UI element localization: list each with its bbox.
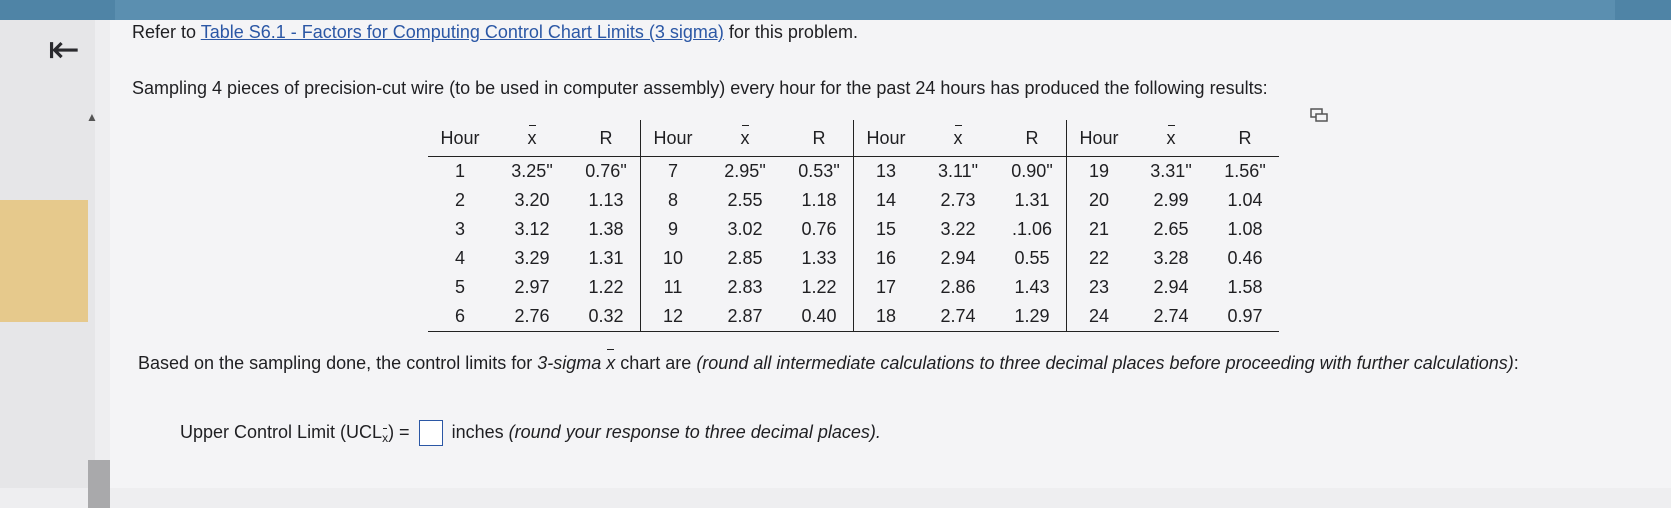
cell-range: 1.13 [572, 186, 641, 215]
cell-xbar: 3.31" [1150, 161, 1192, 181]
cell-hour: 4 [454, 248, 465, 268]
cell-xbar: 2.86 [940, 277, 976, 297]
cell-hour: 8 [667, 190, 678, 210]
cell-xbar: 2.94 [940, 248, 976, 268]
cell-range: 1.04 [1227, 190, 1263, 210]
question-text: Based on the sampling done, the control limits for 3-sigma x chart are (round all intermediate calculations to three decimal places before proceeding with further calculations): [138, 353, 1519, 373]
col-header-range: R [785, 120, 854, 157]
cell-hour: 24 [1067, 302, 1132, 332]
intro-line [132, 22, 858, 43]
cell-hour: 16 [875, 248, 897, 268]
top-tab-strip [115, 0, 1615, 20]
cell-xbar: 3.11" [937, 161, 979, 181]
cell-hour: 12 [641, 302, 706, 332]
cell-hour: 19 [1088, 161, 1110, 181]
cell-range: 1.31 [998, 186, 1067, 215]
cell-xbar: 3.02 [727, 219, 763, 239]
left-panel [0, 20, 98, 488]
cell-xbar: 2.74 [918, 302, 998, 332]
cell-hour: 14 [875, 190, 897, 210]
cell-xbar: 2.76 [492, 302, 572, 332]
cell-range: 1.31 [572, 244, 641, 273]
cell-range: 0.53" [785, 157, 854, 187]
cell-xbar: 3.28 [1153, 248, 1189, 268]
cell-range: 1.56" [1224, 161, 1266, 181]
left-panel-highlight [0, 200, 88, 322]
col-header-hour: Hour [641, 120, 706, 157]
cell-range: 1.18 [785, 186, 854, 215]
cell-hour: 23 [1088, 277, 1110, 297]
cell-xbar: 2.94 [1153, 277, 1189, 297]
cell-xbar: 3.25" [511, 161, 553, 181]
table-header-row [428, 120, 1279, 157]
cell-xbar: 3.20 [514, 190, 550, 210]
cell-hour: 3 [454, 219, 465, 239]
cell-hour: 20 [1088, 190, 1110, 210]
table-row [428, 302, 1279, 332]
cell-xbar: 2.55 [727, 190, 763, 210]
cell-hour: 2 [454, 190, 465, 210]
window-top-bar [0, 0, 1671, 20]
cell-xbar: 2.83 [727, 277, 763, 297]
table-row [428, 186, 1279, 215]
cell-hour: 18 [854, 302, 919, 332]
cell-hour: 13 [875, 161, 897, 181]
col-header-hour: Hour [428, 120, 492, 157]
col-header-xbar: x [918, 120, 998, 157]
cell-xbar: 2.73 [940, 190, 976, 210]
intro-suffix: for this problem. [723, 22, 858, 42]
ucl-answer-input[interactable] [419, 420, 443, 446]
cell-range: 0.90" [998, 157, 1067, 187]
col-header-hour: Hour [854, 120, 919, 157]
col-header-xbar: x [1131, 120, 1211, 157]
ucl-label: Upper Control Limit (UCL [180, 421, 383, 442]
cell-xbar: 2.65 [1153, 219, 1189, 239]
cell-hour: 7 [667, 161, 678, 181]
table-row [428, 215, 1279, 244]
table-row [428, 273, 1279, 302]
cell-xbar: 2.97 [514, 277, 550, 297]
cell-range: 0.76" [572, 157, 641, 187]
ucl-answer-line: Upper Control Limit $(UCL_x)$ = inches (round your response to three decimal places). [180, 421, 881, 446]
cell-range: 1.08 [1227, 219, 1263, 239]
scrollbar-thumb[interactable] [88, 460, 110, 508]
cell-range: 0.32 [572, 302, 641, 332]
table-popout-icon[interactable] [1310, 108, 1328, 122]
factors-table-link[interactable]: Table S6.1 - Factors for Computing Control Chart Limits (3 sigma) [200, 22, 724, 42]
col-header-range: R [1211, 120, 1279, 157]
cell-range: 1.29 [998, 302, 1067, 332]
col-header-xbar: x [705, 120, 785, 157]
cell-hour: 22 [1088, 248, 1110, 268]
back-to-start-icon[interactable]: ⇤ [48, 29, 80, 71]
cell-hour: 10 [662, 248, 684, 268]
scroll-up-icon[interactable]: ▲ [86, 110, 98, 124]
cell-xbar: 3.22 [940, 219, 976, 239]
cell-xbar: 2.87 [705, 302, 785, 332]
cell-xbar: 3.12 [514, 219, 550, 239]
table-row [428, 244, 1279, 273]
cell-xbar: 2.95" [724, 161, 766, 181]
table-row [428, 157, 1279, 187]
cell-range: 1.43 [998, 273, 1067, 302]
problem-text: Sampling 4 pieces of precision-cut wire (to be used in computer assembly) every hour for the past 24 hours has produced the following results: [132, 78, 1268, 98]
col-header-range: R [572, 120, 641, 157]
sampling-results-table [428, 120, 1279, 332]
col-header-xbar: x [492, 120, 572, 157]
cell-hour: 17 [875, 277, 897, 297]
ucl-round-note: (round your response to three decimal places). [508, 421, 881, 442]
cell-range: 1.58 [1227, 277, 1263, 297]
cell-hour: 11 [663, 277, 683, 297]
cell-range: 0.76 [785, 215, 854, 244]
cell-range: .1.06 [998, 215, 1067, 244]
cell-xbar: 2.99 [1153, 190, 1189, 210]
cell-range: 0.46 [1227, 248, 1263, 268]
cell-range: 0.40 [785, 302, 854, 332]
cell-range: 0.97 [1211, 302, 1279, 332]
ucl-units: inches [451, 421, 504, 442]
cell-xbar: 2.85 [727, 248, 763, 268]
cell-range: 1.38 [572, 215, 641, 244]
cell-range: 1.22 [785, 273, 854, 302]
cell-range: 0.55 [998, 244, 1067, 273]
cell-range: 1.22 [572, 273, 641, 302]
cell-hour: 9 [667, 219, 678, 239]
cell-xbar: 3.29 [514, 248, 550, 268]
cell-hour: 5 [454, 277, 465, 297]
col-header-range: R [998, 120, 1067, 157]
cell-hour: 1 [454, 161, 465, 181]
cell-xbar: 2.74 [1131, 302, 1211, 332]
cell-range: 1.33 [785, 244, 854, 273]
cell-hour: 21 [1088, 219, 1110, 239]
intro-prefix: Refer to [132, 22, 201, 42]
cell-hour: 6 [428, 302, 492, 332]
cell-hour: 15 [875, 219, 897, 239]
col-header-hour: Hour [1067, 120, 1132, 157]
